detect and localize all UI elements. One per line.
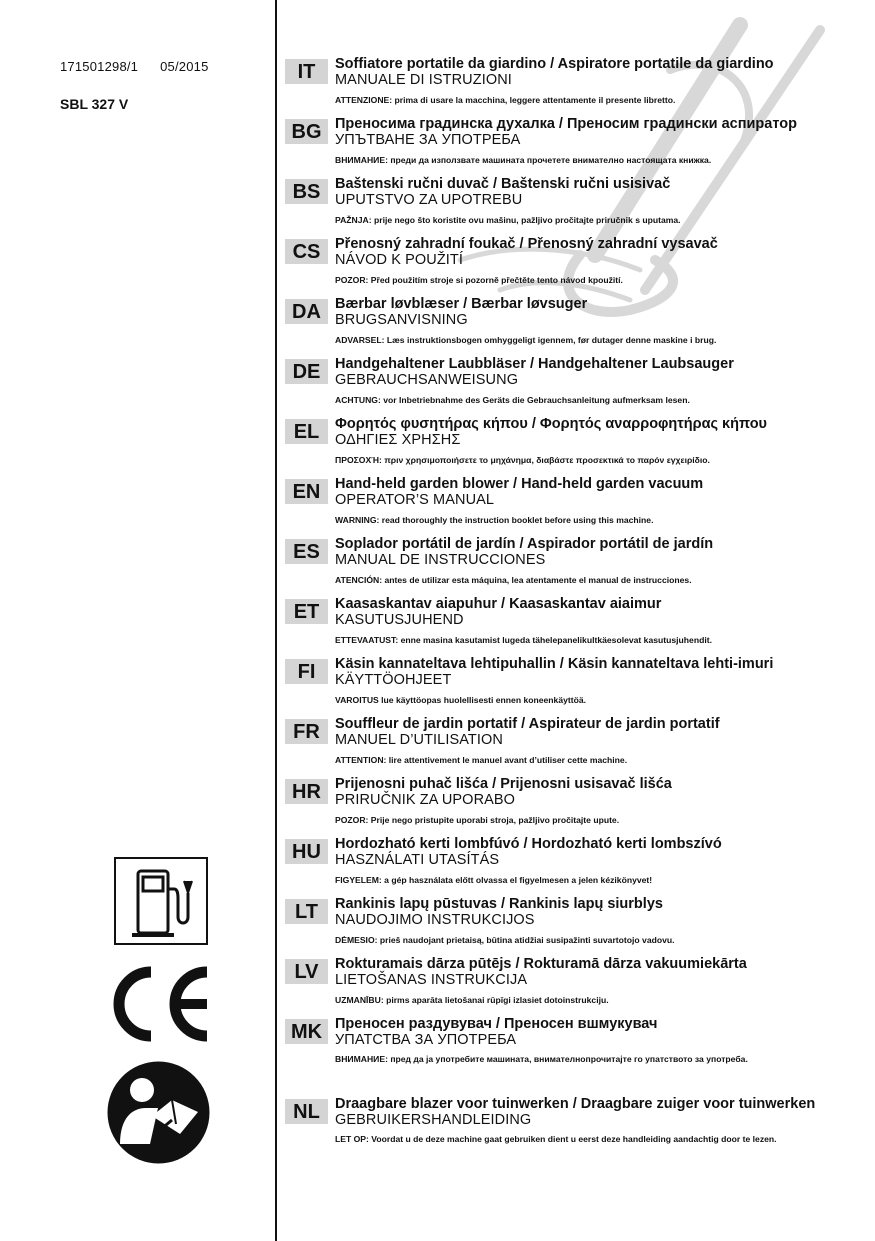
language-block-nl xyxy=(285,1097,865,1177)
language-code-badge: NL xyxy=(285,1099,328,1124)
language-code-badge: HR xyxy=(285,779,328,804)
read-manual-icon xyxy=(106,1060,211,1165)
vertical-divider xyxy=(275,0,277,1241)
language-block-el xyxy=(285,417,865,477)
manual-type: MANUAL DE INSTRUCCIONES xyxy=(335,552,546,568)
model-number: SBL 327 V xyxy=(60,96,129,112)
manual-type: УПЪТВАНЕ ЗА УПОТРЕБА xyxy=(335,132,521,148)
safety-warning: ΠΡΟΣΟΧΉ: πριν χρησιμοποιήσετε το μηχάνημα, διαβάστε προσεκτικά το παρόν εγχειρίδιο. xyxy=(335,455,710,465)
language-code-badge: ES xyxy=(285,539,328,564)
language-code-badge: LV xyxy=(285,959,328,984)
safety-warning: ВНИМАНИЕ: пред да ја употребите машината, внимателнопрочитајте го упатството за употреба. xyxy=(335,1054,748,1064)
manual-type: HASZNÁLATI UTASÍTÁS xyxy=(335,852,500,868)
language-block-es xyxy=(285,537,865,597)
language-block-cs xyxy=(285,237,865,297)
ce-mark-icon xyxy=(107,966,215,1042)
safety-warning: WARNING: read thoroughly the instruction booklet before using this machine. xyxy=(335,515,654,525)
language-code-badge: MK xyxy=(285,1019,328,1044)
language-block-bg xyxy=(285,117,865,177)
product-title: Prijenosni puhač lišća / Prijenosni usisavač lišća xyxy=(335,776,672,792)
product-title: Преносен раздувувач / Преносен вшмукувач xyxy=(335,1016,658,1032)
safety-warning: POZOR: Před použitím stroje si pozorně přečtěte tento návod kpoužití. xyxy=(335,275,623,285)
language-block-lt xyxy=(285,897,865,957)
safety-warning: DĖMESIO: prieš naudojant prietaisą, būtina atidžiai susipažinti suvartotojo vadovu. xyxy=(335,935,675,945)
language-code-badge: BG xyxy=(285,119,328,144)
product-title: Souffleur de jardin portatif / Aspirateur de jardin portatif xyxy=(335,716,720,732)
product-title: Hand-held garden blower / Hand-held garden vacuum xyxy=(335,476,704,492)
product-title: Rankinis lapų pūstuvas / Rankinis lapų siurblys xyxy=(335,896,663,912)
language-code-badge: EN xyxy=(285,479,328,504)
document-code: 171501298/1 xyxy=(60,59,139,74)
safety-warning: LET OP: Voordat u de deze machine gaat gebruiken dient u eerst deze handleiding aandachtig door te lezen. xyxy=(335,1134,777,1144)
language-code-badge: DE xyxy=(285,359,328,384)
language-block-lv xyxy=(285,957,865,1017)
product-title: Handgehaltener Laubbläser / Handgehaltener Laubsauger xyxy=(335,356,734,372)
safety-warning: FIGYELEM: a gép használata előtt olvassa el figyelmesen a jelen kézikönyvet! xyxy=(335,875,653,885)
product-title: Soplador portátil de jardín / Aspirador portátil de jardín xyxy=(335,536,714,552)
language-code-badge: CS xyxy=(285,239,328,264)
language-code-badge: FI xyxy=(285,659,328,684)
manual-type: MANUEL D’UTILISATION xyxy=(335,732,503,748)
product-title: Baštenski ručni duvač / Baštenski ručni usisivač xyxy=(335,176,671,192)
manual-type: ΟΔΗΓΙΕΣ ΧΡΗΣΗΣ xyxy=(335,432,461,448)
document-date: 05/2015 xyxy=(160,59,209,74)
manual-type: PRIRUČNIK ZA UPORABO xyxy=(335,792,516,808)
language-block-fr xyxy=(285,717,865,777)
manual-type: KÄYTTÖOHJEET xyxy=(335,672,452,688)
safety-warning: ATTENZIONE: prima di usare la macchina, leggere attentamente il presente libretto. xyxy=(335,95,676,105)
language-code-badge: FR xyxy=(285,719,328,744)
language-block-de xyxy=(285,357,865,417)
manual-type: NAUDOJIMO INSTRUKCIJOS xyxy=(335,912,535,928)
product-title: Φορητός φυσητήρας κήπου / Φορητός αναρροφητήρας κήπου xyxy=(335,416,767,432)
language-block-fi xyxy=(285,657,865,717)
manual-type: УПАТСТВА ЗА УПОТРЕБА xyxy=(335,1032,517,1048)
product-title: Käsin kannateltava lehtipuhallin / Käsin kannateltava lehti-imuri xyxy=(335,656,774,672)
product-title: Přenosný zahradní foukač / Přenosný zahradní vysavač xyxy=(335,236,718,252)
safety-warning: POZOR: Prije nego pristupite uporabi stroja, pažljivo pročitajte upute. xyxy=(335,815,620,825)
product-title: Soffiatore portatile da giardino / Aspiratore portatile da giardino xyxy=(335,56,774,72)
manual-type: GEBRAUCHSANWEISUNG xyxy=(335,372,519,388)
manual-type: NÁVOD K POUŽITÍ xyxy=(335,252,463,268)
language-block-hu xyxy=(285,837,865,897)
manual-type: UPUTSTVO ZA UPOTREBU xyxy=(335,192,523,208)
language-block-et xyxy=(285,597,865,657)
language-block-mk xyxy=(285,1017,865,1097)
manual-type: OPERATOR’S MANUAL xyxy=(335,492,495,508)
language-block-it xyxy=(285,57,865,117)
manual-type: BRUGSANVISNING xyxy=(335,312,468,328)
product-title: Bærbar løvblæser / Bærbar løvsuger xyxy=(335,296,588,312)
fuel-pump-icon xyxy=(114,857,208,945)
safety-warning: ATENCIÓN: antes de utilizar esta máquina, lea atentamente el manual de instrucciones. xyxy=(335,575,692,585)
language-block-hr xyxy=(285,777,865,837)
language-code-badge: HU xyxy=(285,839,328,864)
safety-warning: ВНИМАНИЕ: преди да използвате машината прочетете внимателно настоящата книжка. xyxy=(335,155,712,165)
language-code-badge: LT xyxy=(285,899,328,924)
product-title: Преносима градинска духалка / Преносим градински аспиратор xyxy=(335,116,797,132)
language-code-badge: ET xyxy=(285,599,328,624)
manual-type: MANUALE DI ISTRUZIONI xyxy=(335,72,512,88)
manual-type: KASUTUSJUHEND xyxy=(335,612,464,628)
product-title: Draagbare blazer voor tuinwerken / Draagbare zuiger voor tuinwerken xyxy=(335,1096,816,1112)
safety-warning: ADVARSEL: Læs instruktionsbogen omhyggeligt igennem, før dutager denne maskine i brug. xyxy=(335,335,717,345)
safety-warning: ETTEVAATUST: enne masina kasutamist lugeda tähelepanelikultkäesolevat kasutusjuhendit. xyxy=(335,635,712,645)
safety-warning: UZMANĪBU: pirms aparāta lietošanai rūpīgi izlasiet dotoinstrukciju. xyxy=(335,995,609,1005)
product-title: Kaasaskantav aiapuhur / Kaasaskantav aiaimur xyxy=(335,596,662,612)
language-list xyxy=(285,57,865,1177)
language-code-badge: BS xyxy=(285,179,328,204)
safety-warning: VAROITUS lue käyttöopas huolellisesti ennen koneenkäyttöä. xyxy=(335,695,587,705)
safety-warning: ATTENTION: lire attentivement le manuel avant d’utiliser cette machine. xyxy=(335,755,628,765)
language-block-en xyxy=(285,477,865,537)
language-block-da xyxy=(285,297,865,357)
safety-warning: ACHTUNG: vor Inbetriebnahme des Geräts die Gebrauchsanleitung aufmerksam lesen. xyxy=(335,395,690,405)
safety-warning: PAŽNJA: prije nego što koristite ovu mašinu, pažljivo pročitajte priručnik s uputama. xyxy=(335,215,681,225)
manual-type: LIETOŠANAS INSTRUKCIJA xyxy=(335,972,528,988)
language-code-badge: EL xyxy=(285,419,328,444)
product-title: Rokturamais dārza pūtējs / Rokturamā dārza vakuumiekārta xyxy=(335,956,747,972)
language-code-badge: IT xyxy=(285,59,328,84)
document-code-line xyxy=(60,59,209,74)
product-title: Hordozható kerti lombfúvó / Hordozható kerti lombszívó xyxy=(335,836,722,852)
language-code-badge: DA xyxy=(285,299,328,324)
language-block-bs xyxy=(285,177,865,237)
manual-type: GEBRUIKERSHANDLEIDING xyxy=(335,1112,532,1128)
